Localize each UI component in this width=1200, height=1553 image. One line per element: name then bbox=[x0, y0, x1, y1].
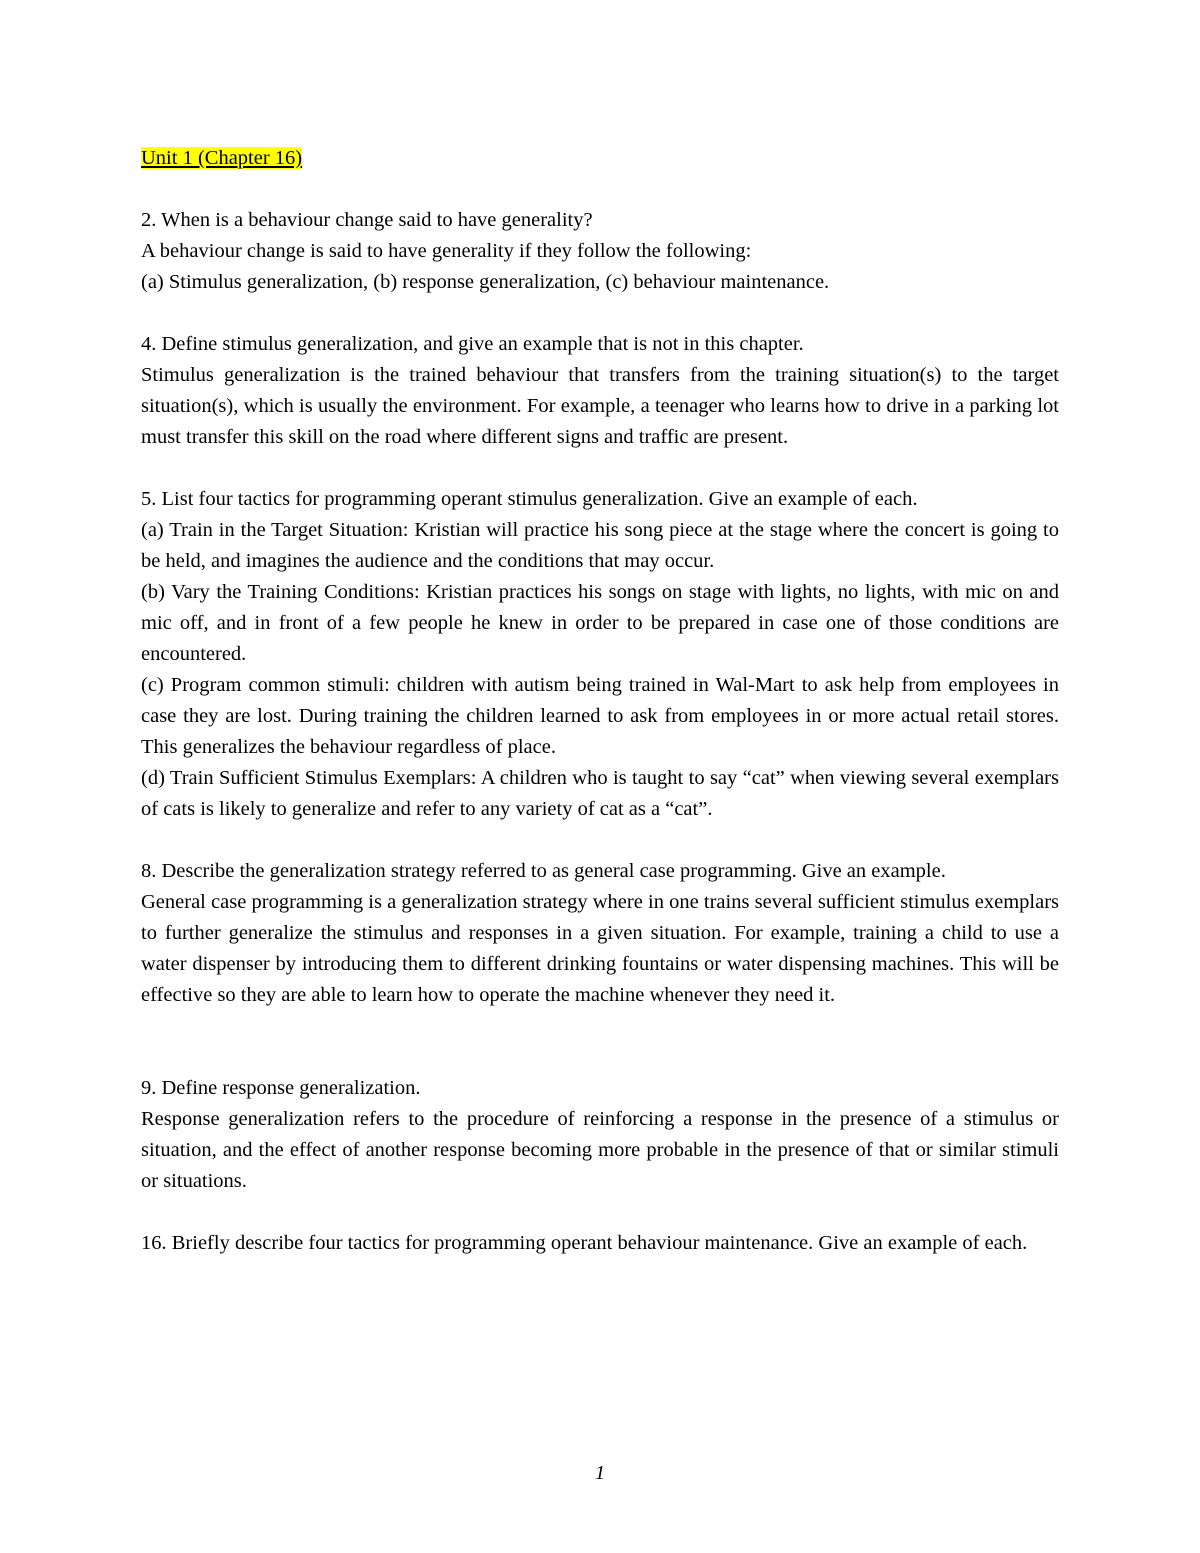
question-2-block bbox=[141, 205, 1059, 298]
unit-heading-text: Unit 1 (Chapter 16) bbox=[141, 147, 303, 169]
unit-heading bbox=[141, 143, 1059, 174]
answer-5b: (b) Vary the Training Conditions: Kristian practices his songs on stage with lights, no lights, with mic on and mic off, and in front of a few people he knew in order to be prepared in case one of those conditions are encountered. bbox=[141, 581, 1059, 665]
question-4: 4. Define stimulus generalization, and give an example that is not in this chapter. bbox=[141, 333, 804, 355]
answer-2-line-2: (a) Stimulus generalization, (b) response generalization, (c) behaviour maintenance. bbox=[141, 271, 830, 293]
spacer bbox=[141, 1011, 1059, 1073]
answer-5d: (d) Train Sufficient Stimulus Exemplars: A children who is taught to say “cat” when viewing several exemplars of cats is likely to generalize and refer to any variety of cat as a “cat”. bbox=[141, 767, 1059, 820]
spacer bbox=[141, 174, 1059, 205]
page-number: 1 bbox=[594, 1462, 606, 1484]
question-8: 8. Describe the generalization strategy referred to as general case programming. Give an example. bbox=[141, 860, 946, 882]
answer-8: General case programming is a generalization strategy where in one trains several sufficient stimulus exemplars to further generalize the stimulus and responses in a given situation. For example, training a child to use a water dispenser by introducing them to different drinking fountains or water dispensing machines. This will be effective so they are able to learn how to operate the machine whenever they need it. bbox=[141, 891, 1059, 1006]
question-2: 2. When is a behaviour change said to have generality? bbox=[141, 209, 593, 231]
question-9-block bbox=[141, 1073, 1059, 1197]
document-body bbox=[141, 143, 1059, 1259]
question-4-block bbox=[141, 329, 1059, 453]
spacer bbox=[141, 298, 1059, 329]
answer-5c: (c) Program common stimuli: children with autism being trained in Wal-Mart to ask help from employees in case they are lost. During training the children learned to ask from employees in or more actual retail stores. This generalizes the behaviour regardless of place. bbox=[141, 674, 1059, 758]
question-16-block bbox=[141, 1228, 1059, 1259]
answer-4: Stimulus generalization is the trained behaviour that transfers from the training situation(s) to the target situation(s), which is usually the environment. For example, a teenager who learns how to drive in a parking lot must transfer this skill on the road where different signs and traffic are present. bbox=[141, 364, 1059, 448]
spacer bbox=[141, 1197, 1059, 1228]
question-8-block bbox=[141, 856, 1059, 1011]
answer-5a: (a) Train in the Target Situation: Kristian will practice his song piece at the stage where the concert is going to be held, and imagines the audience and the conditions that may occur. bbox=[141, 519, 1059, 572]
question-5-block bbox=[141, 484, 1059, 825]
answer-9: Response generalization refers to the procedure of reinforcing a response in the presence of a stimulus or situation, and the effect of another response becoming more probable in the presence of that or similar stimuli or situations. bbox=[141, 1108, 1059, 1192]
answer-2-line-1: A behaviour change is said to have generality if they follow the following: bbox=[141, 240, 752, 262]
spacer bbox=[141, 453, 1059, 484]
spacer bbox=[141, 825, 1059, 856]
question-5: 5. List four tactics for programming operant stimulus generalization. Give an example of each. bbox=[141, 488, 918, 510]
question-16: 16. Briefly describe four tactics for programming operant behaviour maintenance. Give an example of each. bbox=[141, 1232, 1028, 1254]
question-9: 9. Define response generalization. bbox=[141, 1077, 421, 1099]
